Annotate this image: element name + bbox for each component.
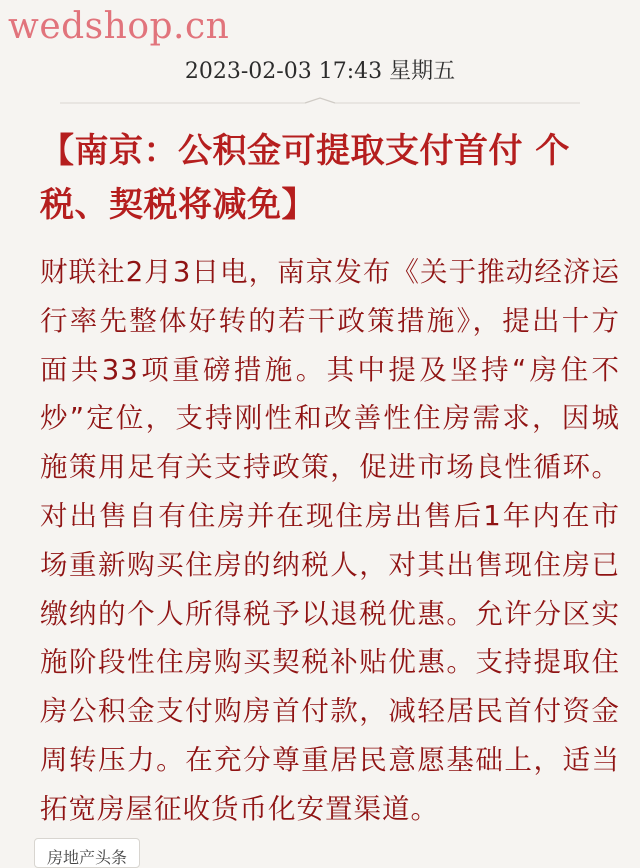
article-body: 财联社2月3日电，南京发布《关于推动经济运行率先整体好转的若干政策措施》，提出十方面共33项重磅措施。其中提及坚持“房住不炒”定位，支持刚性和改善性住房需求，因城施策用足有关支持政策，促进市场良性循环。对出售自有住房并在现住房出售后1年内在市场重新购买住房的纳税人，对其出售现住房已缴纳的个人所得税予以退税优惠。允许分区实施阶段性住房购买契税补贴优惠。支持提取住房公积金支付购房首付款，减轻居民首付资金周转压力。在充分尊重居民意愿基础上，适当拓宽房屋征收货币化安置渠道。 xyxy=(40,256,620,825)
site-watermark: wedshop.cn xyxy=(8,6,230,47)
ornamental-divider xyxy=(60,97,580,109)
publish-datetime: 2023-02-03 17:43 星期五 xyxy=(184,59,456,84)
source-tag-button[interactable]: 房地产头条 xyxy=(34,838,140,868)
article-headline: 【南京：公积金可提取支付首付 个税、契税将减免】 xyxy=(40,131,570,225)
